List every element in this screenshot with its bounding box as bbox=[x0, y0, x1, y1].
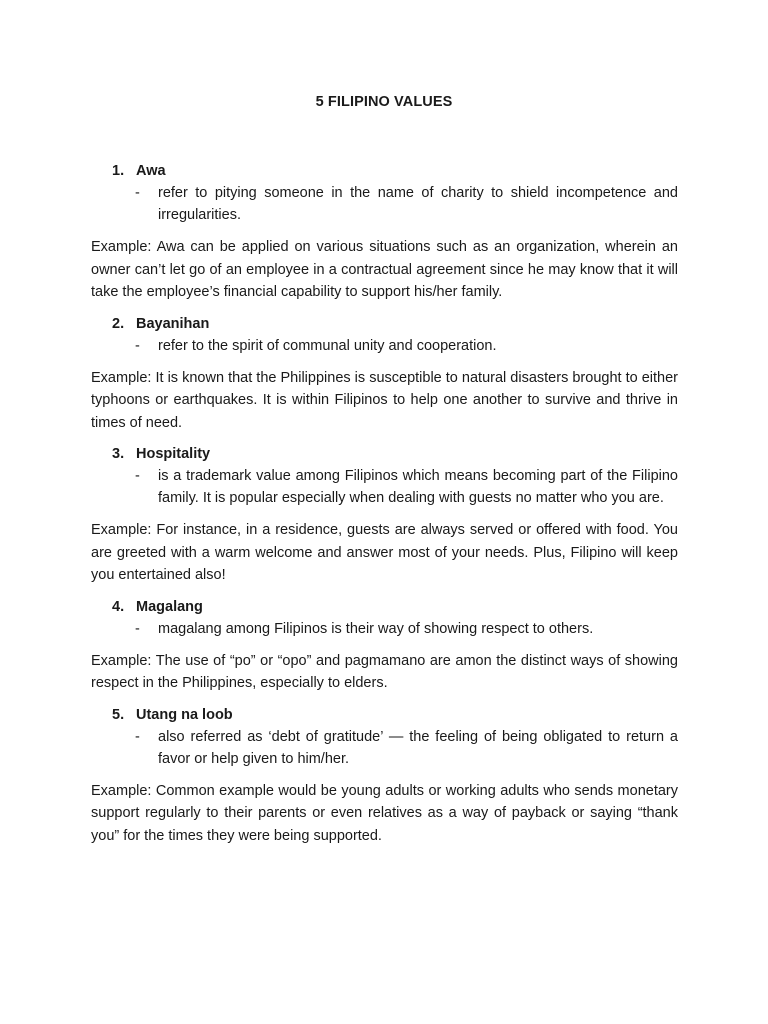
value-description bbox=[91, 465, 678, 509]
description-text: refer to the spirit of communal unity and cooperation. bbox=[158, 337, 497, 354]
value-name: Hospitality bbox=[136, 446, 211, 462]
dash-bullet: - bbox=[135, 185, 140, 201]
value-number: 2. bbox=[112, 315, 125, 332]
value-name: Magalang bbox=[136, 598, 203, 615]
example-paragraph: Example: It is known that the Philippines is susceptible to natural disasters brought to either typhoons or earthquakes. It is within Filipinos to help one another to survive and thrive in times of need. bbox=[91, 369, 678, 431]
value-heading bbox=[91, 704, 678, 726]
value-heading bbox=[91, 596, 678, 618]
value-heading bbox=[91, 313, 678, 335]
value-heading bbox=[91, 443, 678, 465]
description-text: refer to pitying someone in the name of charity to shield incompetence and irregularities. bbox=[158, 185, 678, 223]
dash-bullet: - bbox=[135, 468, 140, 484]
value-section-magalang bbox=[91, 596, 678, 695]
value-heading bbox=[91, 160, 678, 182]
value-number: 4. bbox=[112, 598, 125, 615]
value-name: Awa bbox=[136, 163, 166, 179]
dash-bullet: - bbox=[135, 728, 140, 745]
value-description bbox=[91, 335, 678, 357]
value-description bbox=[91, 182, 678, 226]
value-section-utang-na-loob bbox=[91, 704, 678, 848]
example-paragraph: Example: The use of “po” or “opo” and pagmamano are amon the distinct ways of showing respect in the Philippines, especially to elders. bbox=[91, 652, 678, 691]
description-text: also referred as ‘debt of gratitude’ — the feeling of being obligated to return a favor or help given to him/her. bbox=[158, 728, 678, 767]
value-description bbox=[91, 618, 678, 640]
description-text: is a trademark value among Filipinos which means becoming part of the Filipino family. It is popular especially when dealing with guests no matter who you are. bbox=[158, 468, 678, 506]
page-title: 5 FILIPINO VALUES bbox=[315, 94, 453, 110]
example-paragraph: Example: Common example would be young adults or working adults who sends monetary support regularly to their parents or even relatives as a way of payback or saying “thank you” for the times they were being supported. bbox=[91, 782, 678, 844]
dash-bullet: - bbox=[135, 620, 140, 637]
value-section-hospitality bbox=[91, 443, 678, 587]
dash-bullet: - bbox=[135, 337, 140, 354]
value-number: 3. bbox=[112, 446, 125, 462]
value-description bbox=[91, 726, 678, 770]
document-body bbox=[91, 160, 678, 856]
value-number: 1. bbox=[112, 163, 125, 179]
value-section-bayanihan bbox=[91, 313, 678, 435]
description-text: magalang among Filipinos is their way of showing respect to others. bbox=[158, 620, 594, 637]
example-paragraph: Example: Awa can be applied on various situations such as an organization, wherein an owner can’t let go of an employee in a contractual agreement since he may know that it will take the employee’s financial capability to support his/her family. bbox=[91, 239, 678, 300]
value-name: Bayanihan bbox=[136, 315, 210, 332]
value-name: Utang na loob bbox=[136, 706, 233, 723]
value-number: 5. bbox=[112, 706, 125, 723]
value-section-awa bbox=[91, 160, 678, 304]
example-paragraph: Example: For instance, in a residence, guests are always served or offered with food. You are greeted with a warm welcome and answer most of your needs. Plus, Filipino will keep you entertained also! bbox=[91, 522, 678, 583]
